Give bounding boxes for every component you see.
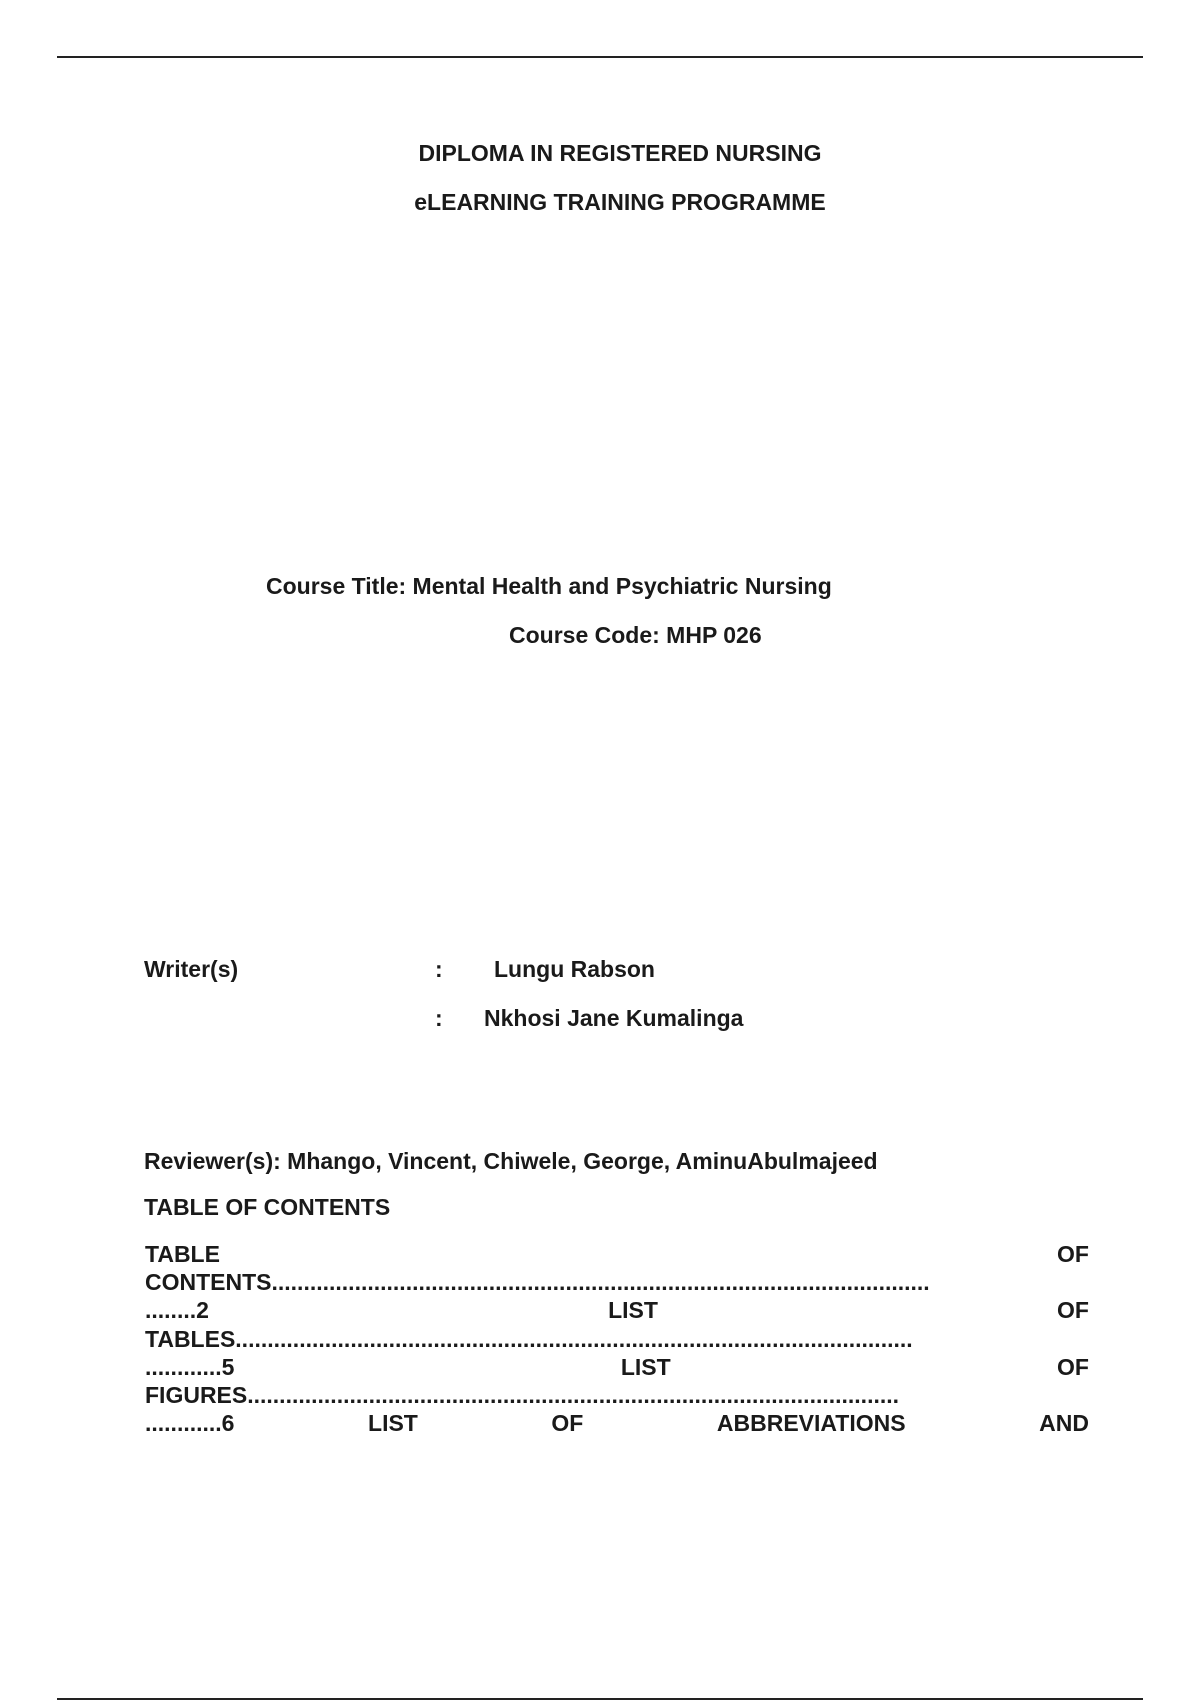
toc-line [145,1353,1089,1381]
writers-separator: : [435,1005,443,1031]
toc-word: ABBREVIATIONS [716,1410,906,1436]
document-subheading: eLEARNING TRAINING PROGRAMME [414,189,826,215]
course-title: Course Title: Mental Health and Psychiatric Nursing [266,573,832,599]
toc-word: OF [1057,1354,1089,1380]
toc-line [145,1381,1089,1409]
toc-page-number: ............6 [145,1410,235,1436]
toc-line [145,1409,1089,1437]
toc-word: OF [1057,1241,1089,1267]
toc-word: AND [1039,1410,1089,1436]
toc-page-number: ........2 [145,1297,209,1323]
toc-page-number: ............5 [145,1354,235,1380]
toc-entry-link[interactable]: CONTENTS....................................................................................................... [145,1269,930,1295]
toc-entry-link[interactable]: FIGURES...................................................................................................... [145,1382,900,1408]
toc-word: LIST [620,1354,671,1380]
writers-label: Writer(s) [144,956,239,982]
reviewers-line: Reviewer(s): Mhango, Vincent, Chiwele, George, AminuAbulmajeed [144,1148,878,1174]
toc-word: LIST [608,1297,658,1323]
toc-line [145,1268,1089,1296]
writers-separator: : [435,956,443,982]
toc-word: LIST [368,1410,418,1436]
table-of-contents [145,1240,1089,1437]
toc-line [145,1240,1089,1268]
toc-heading: TABLE OF CONTENTS [144,1194,391,1220]
toc-word: TABLE [145,1241,220,1267]
writer-name: Nkhosi Jane Kumalinga [484,1005,744,1031]
document-heading: DIPLOMA IN REGISTERED NURSING [418,140,822,166]
toc-word: OF [551,1410,584,1436]
writer-name: Lungu Rabson [494,956,655,982]
toc-line [145,1325,1089,1353]
course-code: Course Code: MHP 026 [509,622,762,648]
toc-line [145,1296,1089,1325]
top-rule [57,56,1143,58]
toc-word: OF [1057,1297,1089,1323]
toc-entry-link[interactable]: TABLES.......................................................................................................... [145,1326,913,1352]
